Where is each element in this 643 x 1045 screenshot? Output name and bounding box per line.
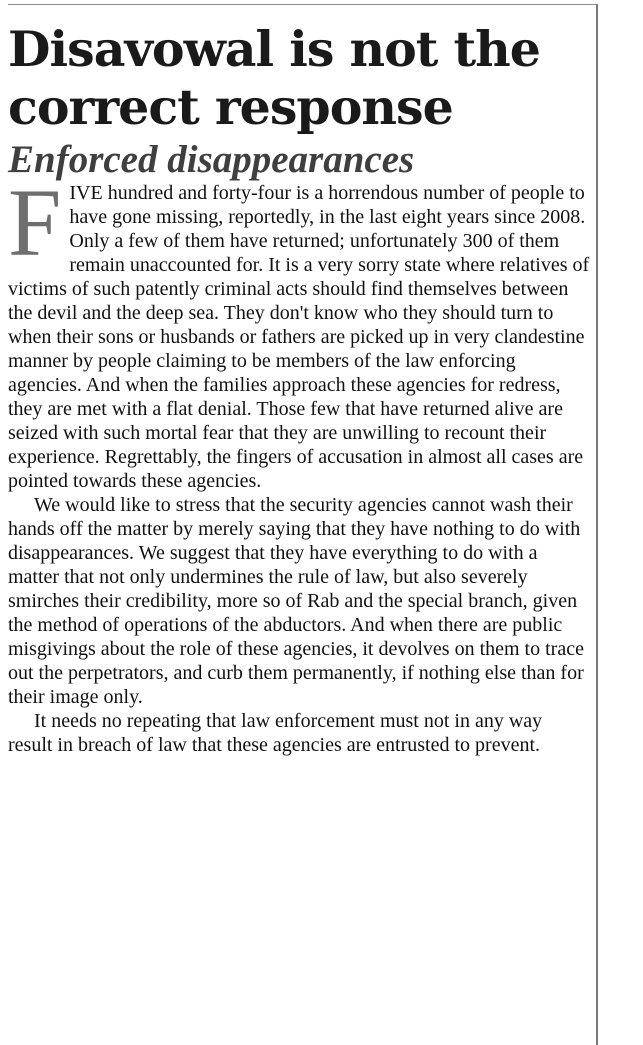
- paragraph-1: [8, 169, 590, 493]
- paragraph-3: It needs no repeating that law enforcement must not in any way result in breach of law that these agencies are entrusted to prevent.: [8, 710, 543, 756]
- subheadline: Enforced disappearances: [8, 138, 415, 181]
- paragraph-2: We would like to stress that the security agencies cannot wash their hands off the matter by merely saying that they have nothing to do with disappearances. We suggest that they have everything to do with a matter that not only undermines the rule of law, but also severely smirches their credibility, more so of Rab and the special branch, given the method of operations of the abductors. And when there are public misgivings about the role of these agencies, it devolves on them to trace out the perpetrators, and curb them permanently, if nothing else than for their image only.: [8, 494, 584, 708]
- headline-line-1: Disavowal is not the: [8, 20, 540, 78]
- column-rule: [596, 4, 598, 1045]
- article: [8, 20, 590, 757]
- headline-line-2: correct response: [8, 78, 453, 136]
- paragraph-1-text: IVE hundred and forty-four is a horrendous number of people to have gone missing, reportedly, in the last eight years since 2008. Only a few of them have returned; unfortunately 300 of them remain unaccounted for. It is a very sorry state where relatives of victims of such patently criminal acts should find themselves between the devil and the deep sea. They don't know who they should turn to when their sons or husbands or fathers are picked up in very clandestine manner by people claiming to be members of the law enforcing agencies. And when the families approach these agencies for redress, they are met with a flat denial. Those few that have returned alive are seized with such mortal fear that they are unwilling to recount their experience. Regrettably, the fingers of accusation in almost all cases are pointed towards these agencies.: [8, 182, 590, 492]
- top-rule: [8, 4, 598, 5]
- headline: [8, 20, 590, 136]
- drop-cap: F: [8, 169, 62, 276]
- article-body: [8, 169, 590, 757]
